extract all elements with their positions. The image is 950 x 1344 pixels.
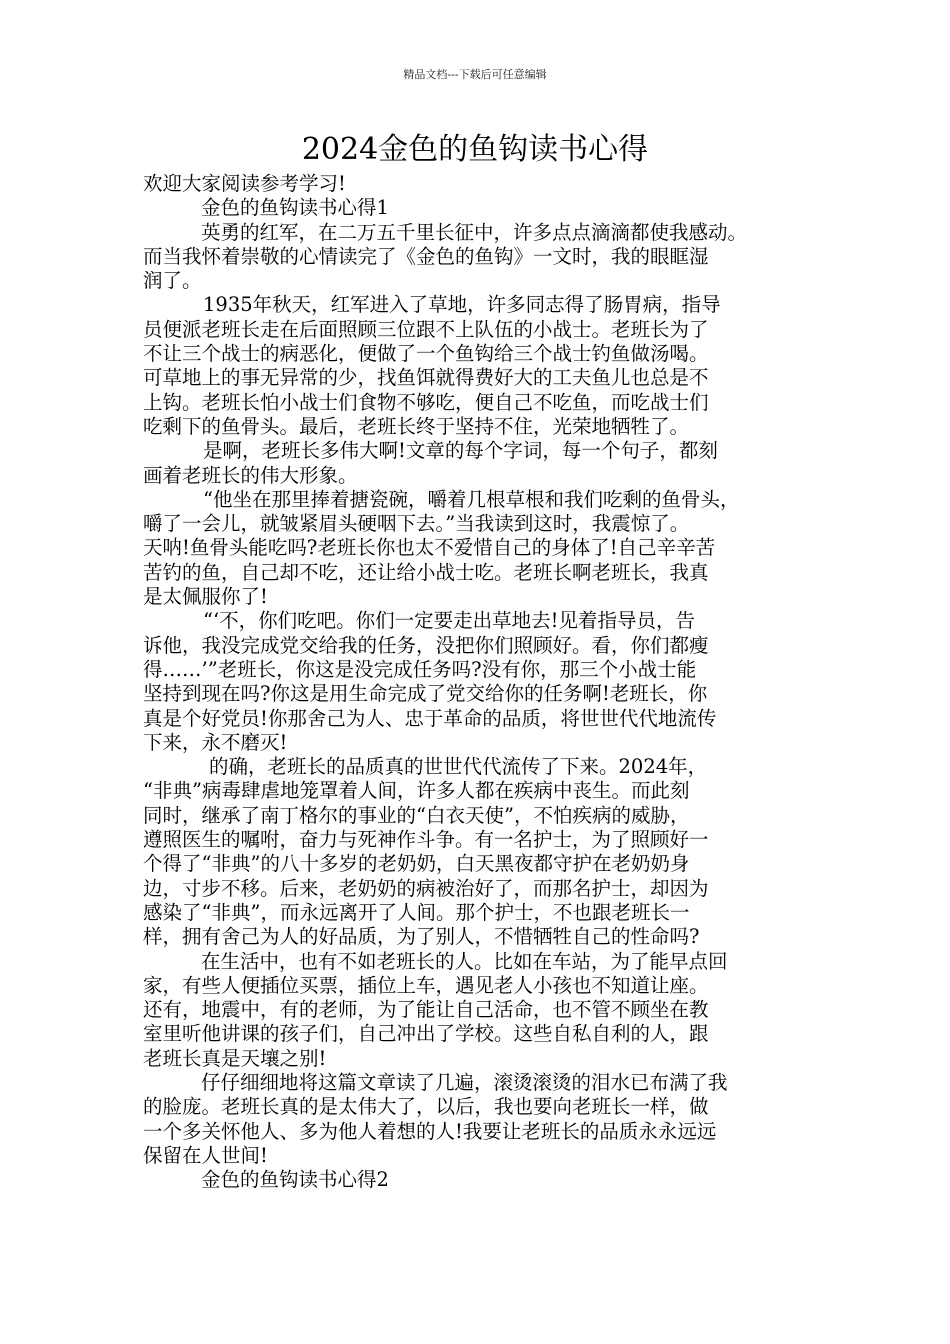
text-line: 还有，地震中，有的老师，为了能让自己活命，也不管不顾坐在教: [143, 998, 709, 1022]
text-line: 金色的鱼钩读书心得2: [201, 1168, 389, 1192]
text-line: 一个多关怀他人、多为他人着想的人!我要让老班长的品质永永远远: [143, 1119, 717, 1143]
text-line: 在生活中，也有不如老班长的人。比如在车站，为了能早点回: [201, 949, 728, 973]
text-line: 的脸庞。老班长真的是太伟大了，以后，我也要向老班长一样，做: [143, 1095, 709, 1119]
text-line: 员便派老班长走在后面照顾三位跟不上队伍的小战士。老班长为了: [143, 317, 709, 341]
text-line: 真是个好党员!你那舍己为人、忠于革命的品质，将世世代代地流传: [143, 706, 717, 730]
text-line: “非典”病毒肆虐地笼罩着人间，许多人都在疾病中丧生。而此刻: [143, 779, 690, 803]
text-line: 保留在人世间!: [143, 1143, 268, 1167]
text-line: 家，有些人便插位买票，插位上车，遇见老人小孩也不知道让座。: [143, 973, 709, 997]
text-line: 坚持到现在吗?你这是用生命完成了党交给你的任务啊!老班长，你: [143, 682, 708, 706]
header-note: 精品文档---下载后可任意编辑: [403, 68, 547, 81]
document-body: [143, 172, 823, 1192]
text-line: 而当我怀着崇敬的心情读完了《金色的鱼钩》一文时，我的眼眶湿: [143, 244, 709, 268]
text-line: 是太佩服你了!: [143, 585, 268, 609]
text-line: 下来，永不磨灭!: [143, 730, 288, 754]
text-line: “‘不，你们吃吧。你们一定要走出草地去!见着指导员，告: [203, 609, 696, 633]
text-line: 欢迎大家阅读参考学习!: [143, 172, 346, 195]
text-line: 边，寸步不移。后来，老奶奶的病被治好了，而那名护士，却因为: [143, 876, 709, 900]
text-line: 英勇的红军，在二万五千里长征中，许多点点滴滴都使我感动。: [201, 220, 748, 244]
text-line: 仔仔细细地将这篇文章读了几遍，滚烫滚烫的泪水已布满了我: [201, 1070, 728, 1094]
text-line: 不让三个战士的病恶化，便做了一个鱼钩给三个战士钓鱼做汤喝。: [143, 342, 709, 366]
text-line: “他坐在那里捧着搪瓷碗，嚼着几根草根和我们吃剩的鱼骨头，: [203, 487, 740, 511]
text-line: 遵照医生的嘱咐，奋力与死神作斗争。有一名护士，为了照顾好一: [143, 828, 709, 852]
text-line: 室里听他讲课的孩子们，自己冲出了学校。这些自私自利的人，跟: [143, 1022, 709, 1046]
text-line: 吃剩下的鱼骨头。最后，老班长终于坚持不住，光荣地牺牲了。: [143, 414, 690, 438]
text-line: 金色的鱼钩读书心得1: [201, 196, 389, 220]
text-line: 画着老班长的伟大形象。: [143, 463, 358, 487]
text-line: 苦钓的鱼，自己却不吃，还让给小战士吃。老班长啊老班长，我真: [143, 560, 709, 584]
text-line: 老班长真是天壤之别!: [143, 1046, 327, 1070]
page-title: 2024金色的鱼钩读书心得: [301, 132, 649, 167]
text-line: 的确，老班长的品质真的世世代代流传了下来。2024年，: [209, 755, 708, 779]
text-line: 天呐!鱼骨头能吃吗?老班长你也太不爱惜自己的身体了!自己辛辛苦: [143, 536, 716, 560]
text-line: 样，拥有舍己为人的好品质，为了别人，不惜牺牲自己的性命吗?: [143, 925, 700, 949]
text-line: 上钩。老班长怕小战士们食物不够吃，便自己不吃鱼，而吃战士们: [143, 390, 709, 414]
text-line: 可草地上的事无异常的少，找鱼饵就得费好大的工夫鱼儿也总是不: [143, 366, 709, 390]
text-line: 嚼了一会儿，就皱紧眉头硬咽下去。”当我读到这时，我震惊了。: [143, 512, 690, 536]
text-line: 诉他，我没完成党交给我的任务，没把你们照顾好。看，你们都瘦: [143, 633, 709, 657]
text-line: 1935年秋天，红军进入了草地，许多同志得了肠胃病，指导: [203, 293, 721, 317]
text-line: 得……’”老班长，你这是没完成任务吗?没有你，那三个小战士能: [143, 657, 697, 681]
text-line: 个得了“非典”的八十多岁的老奶奶，白天黑夜都守护在老奶奶身: [143, 852, 690, 876]
text-line: 润了。: [143, 269, 202, 293]
text-line: 同时，继承了南丁格尔的事业的“白衣天使”，不怕疾病的威胁，: [143, 803, 690, 827]
text-line: 感染了“非典”，而永远离开了人间。那个护士，不也跟老班长一: [143, 900, 690, 924]
text-line: 是啊，老班长多伟大啊!文章的每个字词，每一个句子，都刻: [203, 439, 718, 463]
